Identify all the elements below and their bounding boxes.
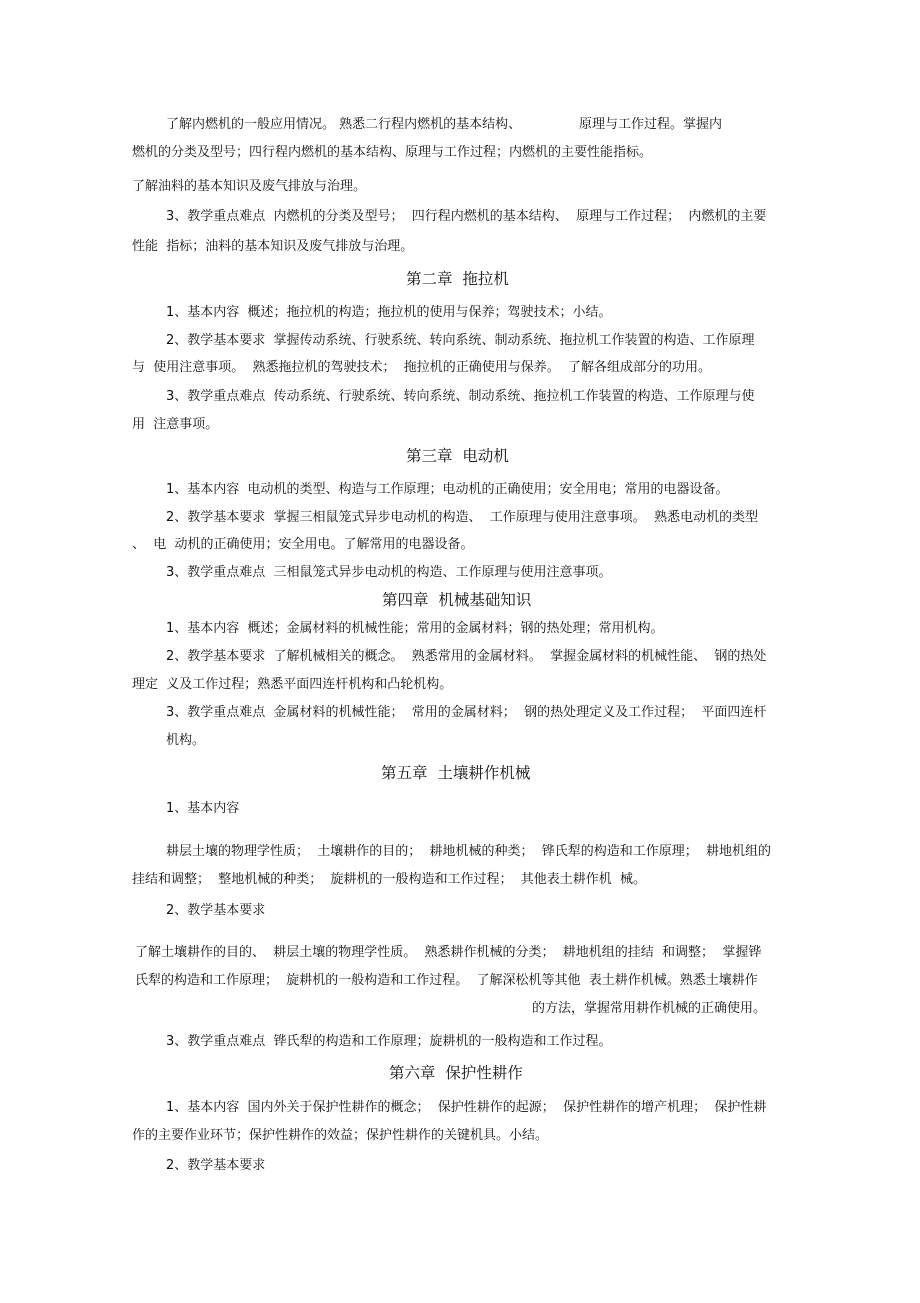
ch4-line-2: 2、教学基本要求 了解机械相关的概念。 熟悉常用的金属材料。 掌握金属材料的机械性能、 钢的热处 (166, 649, 767, 664)
chapter-2-title: 第二章 拖拉机 (406, 270, 509, 288)
chapter-4-title: 第四章 机械基础知识 (382, 591, 532, 609)
ch5-line-6: 氏犁的构造和工作原理； 旋耕机的一般构造和工作过程。 了解深松机等其他 表土耕作机械。熟悉土壤耕作 (135, 973, 758, 988)
ch3-line-4: 3、教学重点难点 三相鼠笼式异步电动机的构造、工作原理与使用注意事项。 (166, 565, 612, 580)
intro-line-5: 性能 指标；油料的基本知识及废气排放与治理。 (132, 239, 414, 254)
ch2-line-4: 3、教学重点难点 传动系统、行驶系统、转向系统、制动系统、拖拉机工作装置的构造、工作原理与使 (166, 389, 755, 404)
chapter-5-title: 第五章 土壤耕作机械 (381, 764, 531, 782)
ch5-line-2: 耕层土壤的物理学性质； 土壤耕作的目的； 耕地机械的种类； 铧氏犁的构造和工作原理； 耕地机组的 (166, 844, 772, 859)
ch4-line-3: 理定 义及工作过程；熟悉平面四连杆机构和凸轮机构。 (132, 677, 453, 692)
ch2-line-3: 与 使用注意事项。 熟悉拖拉机的驾驶技术； 拖拉机的正确使用与保养。 了解各组成部分的功用。 (132, 360, 712, 375)
ch3-line-2: 2、教学基本要求 掌握三相鼠笼式异步电动机的构造、 工作原理与使用注意事项。 熟悉电动机的类型 (166, 510, 759, 525)
ch6-line-2: 作的主要作业环节；保护性耕作的效益；保护性耕作的关键机具。小结。 (132, 1128, 549, 1143)
chapter-3-title: 第三章 电动机 (406, 447, 509, 465)
ch3-line-3: 、 电 动机的正确使用；安全用电。了解常用的电器设备。 (132, 537, 474, 552)
intro-line-4: 3、教学重点难点 内燃机的分类及型号； 四行程内燃机的基本结构、 原理与工作过程； 内燃机的主要 (166, 209, 767, 224)
ch5-line-1: 1、基本内容 (166, 801, 240, 816)
intro-line-3: 了解油料的基本知识及废气排放与治理。 (132, 179, 367, 194)
ch4-line-5: 机构。 (166, 733, 206, 748)
intro-line-2: 燃机的分类及型号；四行程内燃机的基本结构、原理与工作过程；内燃机的主要性能指标。 (132, 145, 653, 160)
ch5-line-3: 挂结和调整； 整地机械的种类； 旋耕机的一般构造和工作过程； 其他表土耕作机 械。 (132, 872, 647, 887)
ch5-line-7: 的方法，掌握常用耕作机械的正确使用。 (532, 1001, 767, 1016)
ch2-line-5: 用 注意事项。 (132, 417, 219, 432)
ch5-line-4: 2、教学基本要求 (166, 903, 266, 918)
ch4-line-1: 1、基本内容 概述；金属材料的机械性能；常用的金属材料；钢的热处理；常用机构。 (166, 621, 664, 636)
ch5-line-8: 3、教学重点难点 铧氏犁的构造和工作原理；旋耕机的一般构造和工作过程。 (166, 1034, 612, 1049)
ch6-line-3: 2、教学基本要求 (166, 1158, 266, 1173)
ch5-line-5: 了解土壤耕作的目的、 耕层土壤的物理学性质。 熟悉耕作机械的分类； 耕地机组的挂结 和调整； 掌握铧 (135, 945, 762, 960)
ch3-line-1: 1、基本内容 电动机的类型、构造与工作原理；电动机的正确使用；安全用电；常用的电器设备。 (166, 482, 729, 497)
intro-line-1: 了解内燃机的一般应用情况。 熟悉二行程内燃机的基本结构、 原理与工作过程。掌握内 (166, 117, 722, 132)
ch2-line-1: 1、基本内容 概述；拖拉机的构造；拖拉机的使用与保养；驾驶技术；小结。 (166, 305, 612, 320)
ch4-line-4: 3、教学重点难点 金属材料的机械性能； 常用的金属材料； 钢的热处理定义及工作过程； 平面四连杆 (166, 705, 767, 720)
chapter-6-title: 第六章 保护性耕作 (389, 1064, 523, 1082)
ch6-line-1: 1、基本内容 国内外关于保护性耕作的概念； 保护性耕作的起源； 保护性耕作的增产机理； 保护性耕 (166, 1100, 767, 1115)
ch2-line-2: 2、教学基本要求 掌握传动系统、行驶系统、转向系统、制动系统、拖拉机工作装置的构造、工作原理 (166, 333, 755, 348)
